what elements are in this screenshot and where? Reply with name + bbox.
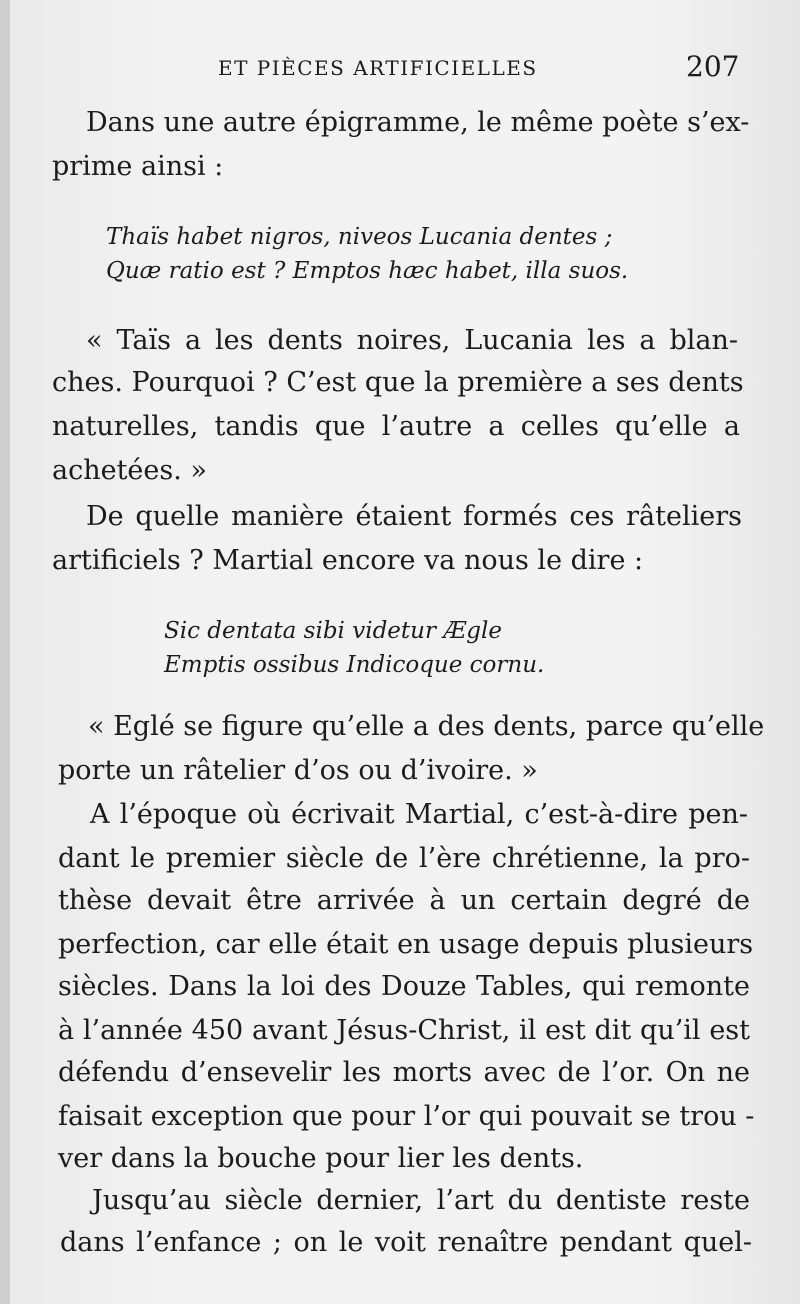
running-title: ET PIÈCES ARTIFICIELLES <box>218 56 538 80</box>
paragraph-line: artificiels ? Martial encore va nous le dire : <box>52 545 644 576</box>
paragraph-line: thèse devait être arrivée à un certain degré de <box>58 885 750 916</box>
paragraph-line: perfection, car elle était en usage depuis plusieurs <box>58 929 754 960</box>
page-header <box>0 50 800 90</box>
paragraph-line: ches. Pourquoi ? C’est que la première a ses dents <box>52 367 744 398</box>
page-gutter-shadow <box>0 0 10 1304</box>
page-number: 207 <box>686 50 740 83</box>
paragraph-line: porte un râtelier d’os ou d’ivoire. » <box>58 755 538 786</box>
latin-verse-line: Thaïs habet nigros, niveos Lucania dentes ; <box>106 224 613 250</box>
paragraph-line: à l’année 450 avant Jésus-Christ, il est dit qu’il est <box>58 1015 750 1046</box>
paragraph-line: siècles. Dans la loi des Douze Tables, qui remonte <box>58 971 750 1002</box>
paragraph-line: défendu d’ensevelir les morts avec de l’or. On ne <box>58 1057 750 1088</box>
paragraph-line: A l’époque où écrivait Martial, c’est-à-dire pen- <box>90 799 748 830</box>
paragraph-line: Jusqu’au siècle dernier, l’art du dentiste reste <box>92 1185 750 1216</box>
paragraph-line: faisait exception que pour l’or qui pouvait se trou - <box>58 1101 755 1132</box>
paragraph-line: « Eglé se figure qu’elle a des dents, parce qu’elle <box>88 711 765 742</box>
paragraph-line: prime ainsi : <box>52 151 224 182</box>
paragraph-line: naturelles, tandis que l’autre a celles qu’elle a <box>52 411 740 442</box>
paragraph-line: « Taïs a les dents noires, Lucania les a blan- <box>86 325 738 356</box>
latin-verse-line: Sic dentata sibi videtur Ægle <box>164 618 502 644</box>
paragraph-line: dant le premier siècle de l’ère chrétienne, la pro- <box>58 843 750 874</box>
paragraph-line: Dans une autre épigramme, le même poète s’ex- <box>86 107 750 138</box>
paragraph-line: achetées. » <box>52 455 207 486</box>
latin-verse-line: Quæ ratio est ? Emptos hæc habet, illa suos. <box>106 258 629 284</box>
paragraph-line: De quelle manière étaient formés ces râteliers <box>86 501 742 532</box>
latin-verse-line: Emptis ossibus Indicoque cornu. <box>164 652 545 678</box>
paragraph-line: dans l’enfance ; on le voit renaître pendant quel- <box>60 1227 752 1258</box>
paragraph-line: ver dans la bouche pour lier les dents. <box>58 1143 584 1174</box>
